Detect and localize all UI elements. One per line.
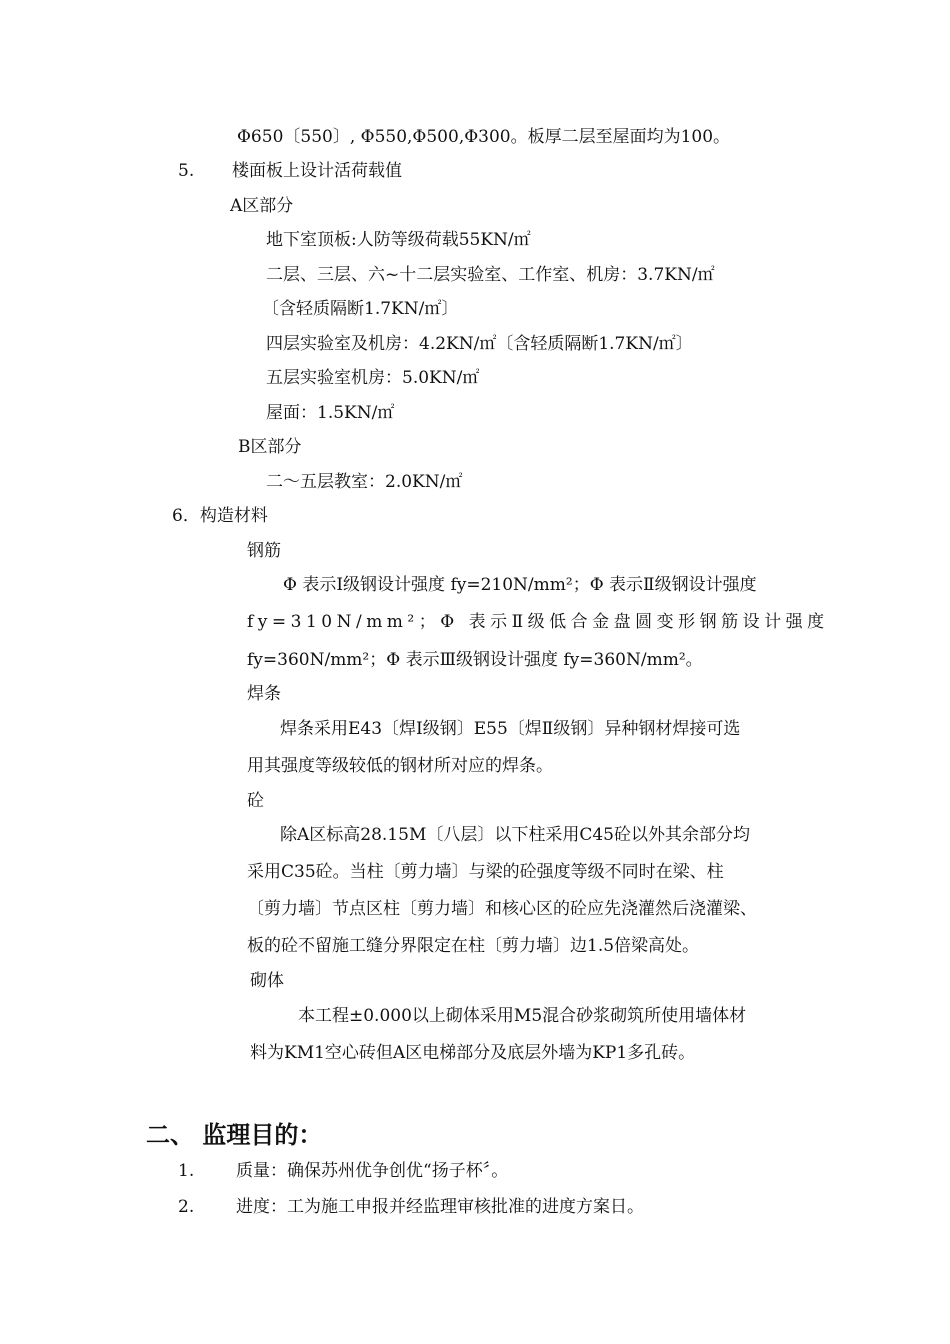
list-number: 1. [178, 1161, 195, 1181]
text-line: 焊条采用E43〔焊Ⅰ级钢〕E55〔焊Ⅱ级钢〕异种钢材焊接可选 [280, 719, 741, 739]
subsection-title: A区部分 [230, 196, 294, 216]
subsection-title: 砌体 [250, 971, 284, 991]
text-line: 二层、三层、六~十二层实验室、工作室、机房：3.7KN/㎡ [266, 265, 715, 285]
text-line: 〔含轻质隔断1.7KN/㎡〕 [262, 299, 459, 319]
text-line: 〔剪力墙〕节点区柱〔剪力墙〕和核心区的砼应先浇灌然后浇灌梁、 [247, 899, 757, 919]
subsection-title: B区部分 [238, 437, 302, 457]
text-line: Φ650〔550〕, Φ550,Φ500,Φ300。板厚二层至屋面均为100。 [237, 127, 731, 147]
text-line: 本工程±0.000以上砌体采用M5混合砂浆砌筑所使用墙体材 [298, 1006, 747, 1026]
section-heading: 二、 监理目的： [146, 1120, 323, 1149]
subsection-title: 砼 [247, 791, 264, 811]
text-line: fy=310N/mm²；Φ 表示Ⅱ级低合金盘圆变形钢筋设计强度 [247, 612, 829, 632]
text-line: 屋面：1.5KN/㎡ [266, 403, 395, 423]
list-number: 5. [178, 161, 195, 181]
text-line: 采用C35砼。当柱〔剪力墙〕与梁的砼强度等级不同时在梁、柱 [247, 862, 724, 882]
section-title: 6．构造材料 [172, 506, 268, 526]
text-line: 除A区标高28.15M〔八层〕以下柱采用C45砼以外其余部分均 [280, 825, 750, 845]
subsection-title: 钢筋 [247, 541, 281, 561]
text-line: 二～五层教室：2.0KN/㎡ [266, 472, 463, 492]
text-line: 料为KM1空心砖但A区电梯部分及底层外墙为KP1多孔砖。 [250, 1043, 696, 1063]
list-item: 质量：确保苏州优争创优“扬子杯〞。 [236, 1161, 509, 1181]
text-line: 五层实验室机房：5.0KN/㎡ [266, 368, 480, 388]
list-number: 2. [178, 1197, 195, 1217]
text-line: 四层实验室及机房：4.2KN/㎡〔含轻质隔断1.7KN/㎡〕 [266, 334, 693, 354]
text-line: 用其强度等级较低的钢材所对应的焊条。 [247, 756, 553, 776]
subsection-title: 焊条 [247, 684, 281, 704]
text-line: fy=360N/mm²；Φ 表示Ⅲ级钢设计强度 fy=360N/mm²。 [247, 650, 703, 670]
text-line: 地下室顶板:人防等级荷载55KN/㎡ [266, 230, 531, 250]
text-line: Φ 表示Ⅰ级钢设计强度 fy=210N/mm²；Φ 表示Ⅱ级钢设计强度 [283, 575, 757, 595]
section-title: 楼面板上设计活荷载值 [232, 161, 402, 181]
list-item: 进度：工为施工申报并经监理审核批准的进度方案日。 [236, 1197, 644, 1217]
text-line: 板的砼不留施工缝分界限定在柱〔剪力墙〕边1.5倍梁高处。 [247, 936, 700, 956]
